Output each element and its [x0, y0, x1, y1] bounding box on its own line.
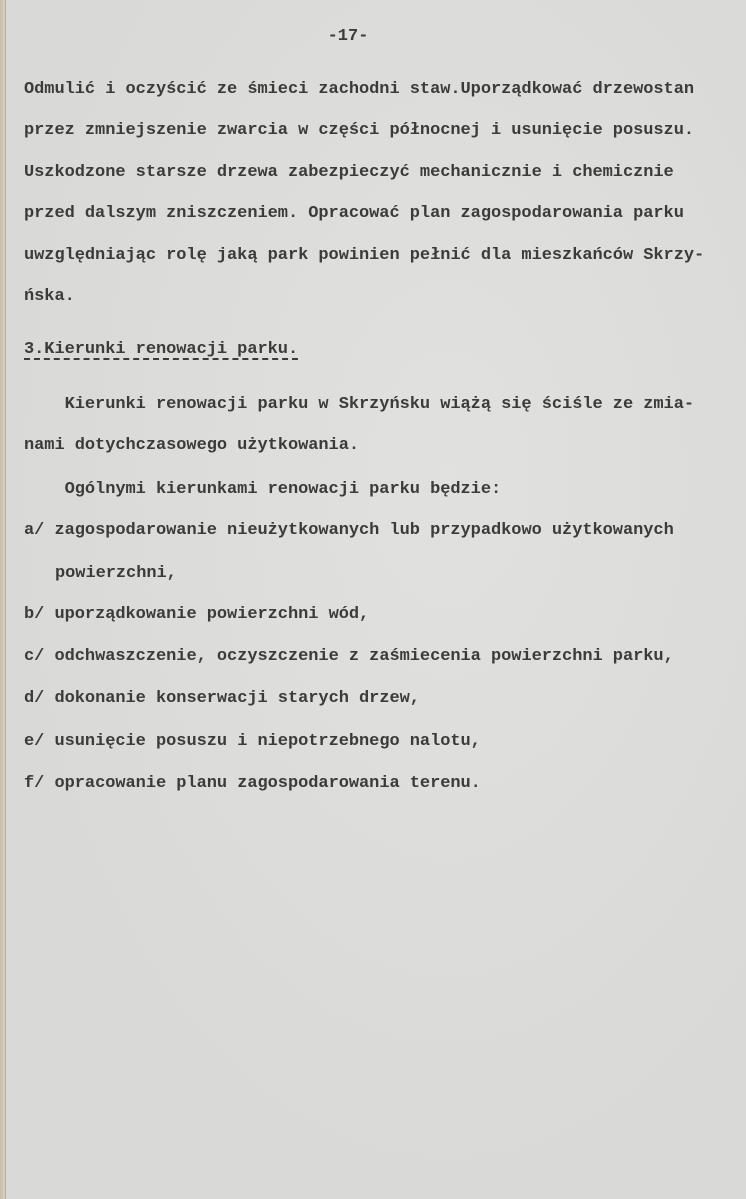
list-item-b [24, 605, 369, 625]
list-item-f [24, 774, 481, 794]
paragraph-line: przez zmniejszenie zwarcia w części północnej i usunięcie posuszu. [24, 121, 695, 140]
paragraph-line: ńska. [24, 287, 75, 306]
page-binding-edge [0, 0, 6, 1199]
list-item-d [24, 689, 420, 709]
list-item-e [24, 732, 481, 752]
paragraph-line: przed dalszym zniszczeniem. Opracować plan zagospodarowania parku [24, 204, 684, 223]
paragraph-line: uwzględniając rolę jaką park powinien pełnić dla mieszkańców Skrzy- [24, 246, 705, 265]
list-marker: b/ [24, 605, 45, 624]
section-heading: 3.Kierunki renowacji parku. [24, 340, 299, 359]
list-marker: c/ [24, 647, 45, 666]
page-number: -17- [327, 27, 369, 46]
list-item-c [24, 647, 674, 667]
list-item-text: usunięcie posuszu i niepotrzebnego nalotu, [54, 732, 481, 751]
list-item-a [24, 521, 674, 541]
list-marker: a/ [24, 521, 45, 540]
list-item-text: dokonanie konserwacji starych drzew, [54, 689, 420, 708]
list-item-text: odchwaszczenie, oczyszczenie z zaśmiecenia powierzchni parku, [54, 647, 674, 666]
list-intro: Ogólnymi kierunkami renowacji parku będzie: [24, 480, 502, 499]
paragraph-line: Uszkodzone starsze drzewa zabezpieczyć mechanicznie i chemicznie [24, 163, 674, 182]
list-item-a-continuation: powierzchni, [55, 564, 177, 583]
list-item-text: zagospodarowanie nieużytkowanych lub przypadkowo użytkowanych [54, 521, 674, 540]
list-marker: d/ [24, 689, 45, 708]
paragraph-line: nami dotychczasowego użytkowania. [24, 436, 360, 455]
list-item-text: opracowanie planu zagospodarowania terenu. [54, 774, 481, 793]
list-item-text: uporządkowanie powierzchni wód, [54, 605, 370, 624]
paragraph-line: Kierunki renowacji parku w Skrzyńsku wiążą się ściśle ze zmia- [24, 395, 695, 414]
paragraph-line: Odmulić i oczyścić ze śmieci zachodni staw.Uporządkować drzewostan [24, 80, 695, 99]
list-marker: f/ [24, 774, 45, 793]
list-marker: e/ [24, 732, 45, 751]
